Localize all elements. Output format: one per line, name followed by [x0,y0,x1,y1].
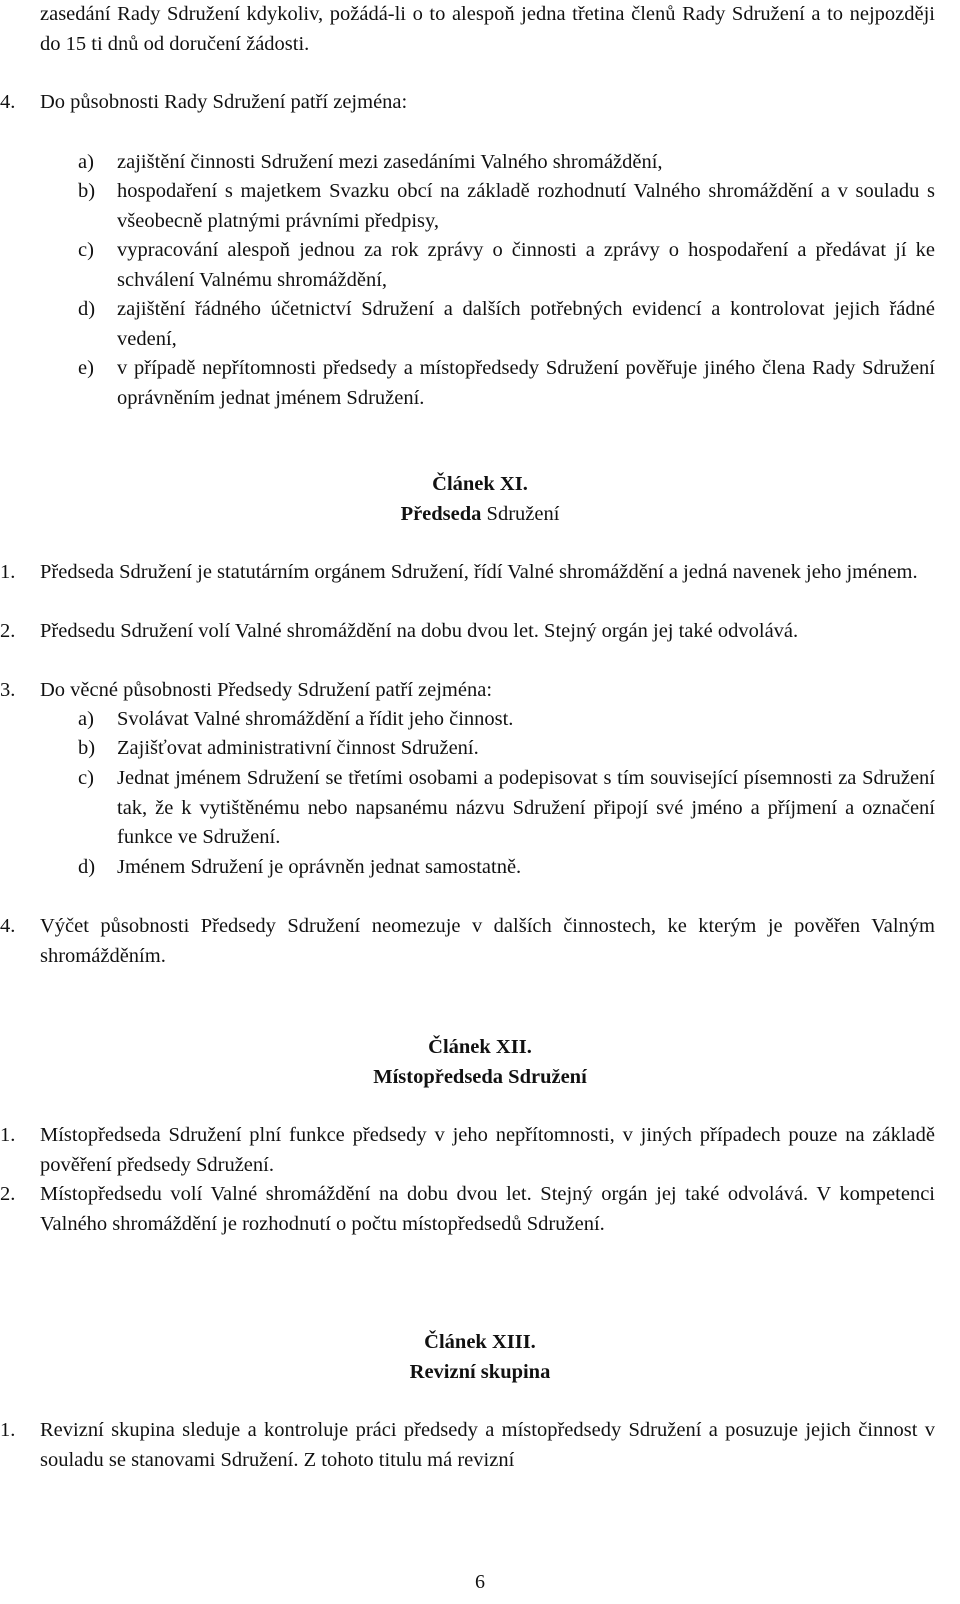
list-item-4a [78,148,935,178]
article-13-heading [0,1328,960,1387]
list-item-text: zajištění řádného účetnictví Sdružení a dalších potřebných evidencí a kontrolovat jejich řádné vedení, [117,298,935,350]
article-12-para-2 [0,1180,935,1239]
list-item-label: c) [78,767,94,789]
article-12-heading [0,1033,960,1092]
paragraph-number: 2. [0,620,16,642]
paragraph-text: Místopředseda Sdružení plní funkce předsedy v jeho nepřítomnosti, v jiných případech pouze na základě pověření předsedy Sdružení. [40,1124,935,1176]
paragraph-number: 4. [0,915,16,937]
paragraph-text: Předsedu Sdružení volí Valné shromáždění na dobu dvou let. Stejný orgán jej také odvolává. [40,620,799,642]
paragraph-text: Výčet působnosti Předsedy Sdružení neomezuje v dalších činnostech, ke kterým je pověřen Valným shromážděním. [40,915,935,967]
list-item-4c [78,236,935,295]
list-item-label: a) [78,708,94,730]
list-item-3d [78,853,935,883]
list-item-text: vypracování alespoň jednou za rok zprávy o činnosti a zprávy o hospodaření a předávat jí ke schválení Valnému shromáždění, [117,239,935,291]
article-11-subtitle-rest: Sdružení [481,502,560,525]
list-item-label: c) [78,239,94,261]
section-4-text: Do působnosti Rady Sdružení patří zejména: [40,91,408,113]
article-12-subtitle: Místopředseda Sdružení [373,1065,587,1088]
list-item-text: Zajišťovat administrativní činnost Sdružení. [117,737,479,759]
article-11-heading [0,470,960,529]
article-11-subtitle [0,500,960,530]
paragraph-number: 1. [0,561,16,583]
article-11-para-1 [0,558,935,588]
list-item-label: d) [78,856,96,878]
list-item-text: zajištění činnosti Sdružení mezi zasedáními Valného shromáždění, [117,151,663,173]
paragraph-number: 1. [0,1124,16,1146]
paragraph-text: Do věcné působnosti Předsedy Sdružení patří zejména: [40,679,493,701]
page-number: 6 [475,1571,485,1593]
list-item-label: b) [78,737,96,759]
list-item-4b [78,177,935,236]
list-item-text: Svolávat Valné shromáždění a řídit jeho činnost. [117,708,514,730]
article-11-para-2 [0,617,935,647]
article-11-title: Článek XI. [432,473,528,495]
section-4-number: 4. [0,91,16,113]
article-13-para-1 [0,1416,935,1475]
list-item-text: Jménem Sdružení je oprávněn jednat samostatně. [117,856,522,878]
list-item-text: Jednat jménem Sdružení se třetími osobami a podepisovat s tím související písemnosti za Sdružení tak, že k vytištěnému nebo napsanému názvu Sdružení připojí své jméno a příjmení a označení funkce ve Sdružení. [117,767,935,848]
paragraph-number: 3. [0,679,16,701]
paragraph-number: 1. [0,1419,16,1441]
list-item-4d [78,295,935,354]
list-item-label: e) [78,357,94,379]
article-11-para-4 [0,912,935,971]
list-item-3a [78,705,935,735]
list-item-4e [78,354,935,413]
list-item-3b [78,734,935,764]
list-item-label: d) [78,298,96,320]
article-11-subtitle-bold: Předseda [400,502,482,525]
article-13-title: Článek XIII. [424,1331,536,1353]
article-13-subtitle: Revizní skupina [409,1360,551,1383]
paragraph-text: Místopředsedu volí Valné shromáždění na dobu dvou let. Stejný orgán jej také odvolává. V kompetenci Valného shromáždění je rozhodnutí o počtu místopředsedů Sdružení. [40,1183,935,1235]
list-item-label: a) [78,151,94,173]
list-item-label: b) [78,180,96,202]
article-12-title: Článek XII. [428,1036,532,1058]
intro-text: zasedání Rady Sdružení kdykoliv, požádá-li o to alespoň jedna třetina členů Rady Sdružení a to nejpozději do 15 ti dnů od doručení žádosti. [40,3,935,55]
list-item-text: hospodaření s majetkem Svazku obcí na základě rozhodnutí Valného shromáždění a v souladu s všeobecně platnými právními předpisy, [117,180,935,232]
intro-paragraph [40,0,935,59]
paragraph-text: Předseda Sdružení je statutárním orgánem Sdružení, řídí Valné shromáždění a jedná navenek jeho jménem. [40,561,918,583]
article-12-para-1 [0,1121,935,1180]
list-item-text: v případě nepřítomnosti předsedy a místopředsedy Sdružení pověřuje jiného člena Rady Sdružení oprávněním jednat jménem Sdružení. [117,357,935,409]
paragraph-number: 2. [0,1183,16,1205]
list-item-3c [78,764,935,853]
article-11-para-3 [0,676,935,706]
paragraph-text: Revizní skupina sleduje a kontroluje práci předsedy a místopředsedy Sdružení a posuzuje jejich činnost v souladu se stanovami Sdružení. Z tohoto titulu má revizní [40,1419,935,1471]
